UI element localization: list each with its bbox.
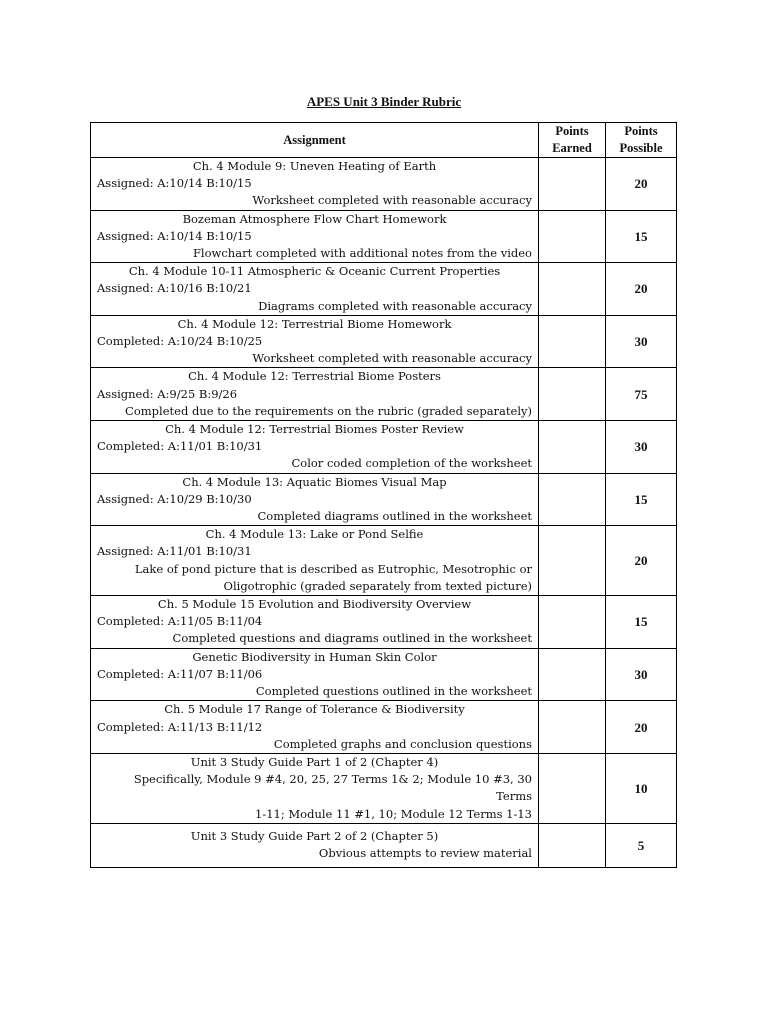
table-header-row	[91, 123, 677, 158]
assignment-date: Completed: A:11/07 B:11/06	[97, 666, 263, 681]
assignment-title: Bozeman Atmosphere Flow Chart Homework	[182, 211, 447, 226]
assignment-description-continued: Oligotrophic (graded separately from texted picture)	[223, 578, 532, 593]
assignment-date: Assigned: A:10/14 B:10/15	[97, 228, 252, 243]
assignment-cell	[91, 753, 539, 823]
assignment-description: Color coded completion of the worksheet	[291, 456, 532, 471]
assignment-cell	[91, 158, 539, 211]
points-possible-cell: 10	[606, 753, 677, 823]
assignment-description: Completed graphs and conclusion questions	[273, 736, 532, 751]
assignment-description: Diagrams completed with reasonable accuracy	[258, 298, 532, 313]
assignment-title: Ch. 5 Module 17 Range of Tolerance & Biodiversity	[164, 702, 465, 717]
points-possible-cell: 20	[606, 526, 677, 596]
points-possible-cell: 30	[606, 315, 677, 368]
assignment-title: Ch. 4 Module 12: Terrestrial Biome Homework	[177, 316, 452, 331]
points-earned-cell[interactable]	[539, 823, 606, 867]
assignment-description: Completed questions outlined in the worksheet	[255, 684, 532, 699]
assignment-title: Genetic Biodiversity in Human Skin Color	[192, 649, 437, 664]
points-possible-cell: 30	[606, 421, 677, 474]
points-earned-cell[interactable]	[539, 315, 606, 368]
assignment-title: Unit 3 Study Guide Part 1 of 2 (Chapter 4)	[190, 754, 439, 769]
points-possible-cell: 5	[606, 823, 677, 867]
assignment-cell	[91, 473, 539, 526]
header-assignment: Assignment	[91, 123, 539, 158]
assignment-date: Completed: A:10/24 B:10/25	[97, 334, 263, 349]
assignment-date: Assigned: A:11/01 B:10/31	[97, 544, 252, 559]
header-points-possible	[606, 123, 677, 158]
assignment-cell	[91, 315, 539, 368]
points-possible-cell: 15	[606, 596, 677, 649]
table-row	[91, 473, 677, 526]
assignment-description: Specifically, Module 9 #4, 20, 25, 27 Terms 1& 2; Module 10 #3, 30 Terms	[133, 772, 532, 804]
assignment-cell	[91, 701, 539, 754]
points-earned-cell[interactable]	[539, 753, 606, 823]
assignment-description-continued: 1-11; Module 11 #1, 10; Module 12 Terms 1-13	[255, 806, 532, 821]
points-earned-cell[interactable]	[539, 473, 606, 526]
assignment-title: Ch. 4 Module 9: Uneven Heating of Earth	[192, 159, 437, 173]
table-row	[91, 158, 677, 211]
rubric-table	[90, 122, 677, 868]
assignment-cell	[91, 648, 539, 701]
points-possible-cell: 20	[606, 158, 677, 211]
document-title: APES Unit 3 Binder Rubric	[306, 94, 462, 109]
table-row	[91, 210, 677, 263]
assignment-cell	[91, 526, 539, 596]
assignment-description: Flowchart completed with additional notes from the video	[192, 246, 532, 261]
assignment-date: Completed: A:11/01 B:10/31	[97, 439, 263, 454]
assignment-date: Completed: A:11/05 B:11/04	[97, 614, 263, 629]
points-possible-cell: 20	[606, 701, 677, 754]
points-earned-cell[interactable]	[539, 158, 606, 211]
points-possible-cell: 15	[606, 473, 677, 526]
points-earned-cell[interactable]	[539, 263, 606, 316]
assignment-cell	[91, 421, 539, 474]
points-earned-cell[interactable]	[539, 421, 606, 474]
assignment-date: Completed: A:11/13 B:11/12	[97, 719, 263, 734]
assignment-title: Ch. 5 Module 15 Evolution and Biodiversity Overview	[157, 597, 472, 612]
table-row	[91, 368, 677, 421]
header-points-possible-line1: Points	[624, 124, 658, 138]
assignment-description: Lake of pond picture that is described as Eutrophic, Mesotrophic or	[134, 561, 532, 576]
table-row	[91, 421, 677, 474]
table-row	[91, 263, 677, 316]
assignment-date: Assigned: A:10/29 B:10/30	[97, 491, 252, 506]
points-possible-cell: 20	[606, 263, 677, 316]
assignment-title: Unit 3 Study Guide Part 2 of 2 (Chapter 5)	[190, 829, 439, 844]
assignment-date: Assigned: A:10/16 B:10/21	[97, 281, 252, 296]
table-row	[91, 526, 677, 596]
assignment-cell	[91, 596, 539, 649]
points-earned-cell[interactable]	[539, 596, 606, 649]
assignment-description: Obvious attempts to review material	[318, 846, 532, 861]
header-points-earned-line1: Points	[555, 124, 589, 138]
assignment-description: Worksheet completed with reasonable accuracy	[252, 193, 532, 208]
assignment-date: Assigned: A:9/25 B:9/26	[97, 386, 238, 401]
assignment-title: Ch. 4 Module 10-11 Atmospheric & Oceanic Current Properties	[128, 264, 501, 279]
points-earned-cell[interactable]	[539, 701, 606, 754]
table-row	[91, 701, 677, 754]
points-earned-cell[interactable]	[539, 368, 606, 421]
assignment-title: Ch. 4 Module 12: Terrestrial Biomes Poster Review	[165, 422, 464, 437]
assignment-description: Completed due to the requirements on the rubric (graded separately)	[125, 403, 532, 418]
table-row	[91, 648, 677, 701]
table-row	[91, 753, 677, 823]
assignment-cell	[91, 210, 539, 263]
points-earned-cell[interactable]	[539, 210, 606, 263]
points-possible-cell: 15	[606, 210, 677, 263]
header-points-possible-line2: Possible	[619, 141, 663, 155]
assignment-description: Worksheet completed with reasonable accuracy	[252, 351, 532, 366]
header-points-earned-line2: Earned	[552, 141, 592, 155]
assignment-cell	[91, 263, 539, 316]
points-possible-cell: 75	[606, 368, 677, 421]
assignment-description: Completed diagrams outlined in the worksheet	[257, 509, 532, 524]
assignment-title: Ch. 4 Module 12: Terrestrial Biome Posters	[188, 369, 441, 384]
assignment-date: Assigned: A:10/14 B:10/15	[97, 176, 252, 191]
assignment-cell	[91, 368, 539, 421]
points-earned-cell[interactable]	[539, 526, 606, 596]
header-points-earned	[539, 123, 606, 158]
points-earned-cell[interactable]	[539, 648, 606, 701]
assignment-title: Ch. 4 Module 13: Aquatic Biomes Visual Map	[182, 474, 447, 489]
table-row	[91, 823, 677, 867]
table-row	[91, 596, 677, 649]
table-row	[91, 315, 677, 368]
assignment-cell	[91, 823, 539, 867]
assignment-title: Ch. 4 Module 13: Lake or Pond Selfie	[205, 527, 424, 542]
assignment-description: Completed questions and diagrams outlined in the worksheet	[172, 631, 532, 646]
points-possible-cell: 30	[606, 648, 677, 701]
